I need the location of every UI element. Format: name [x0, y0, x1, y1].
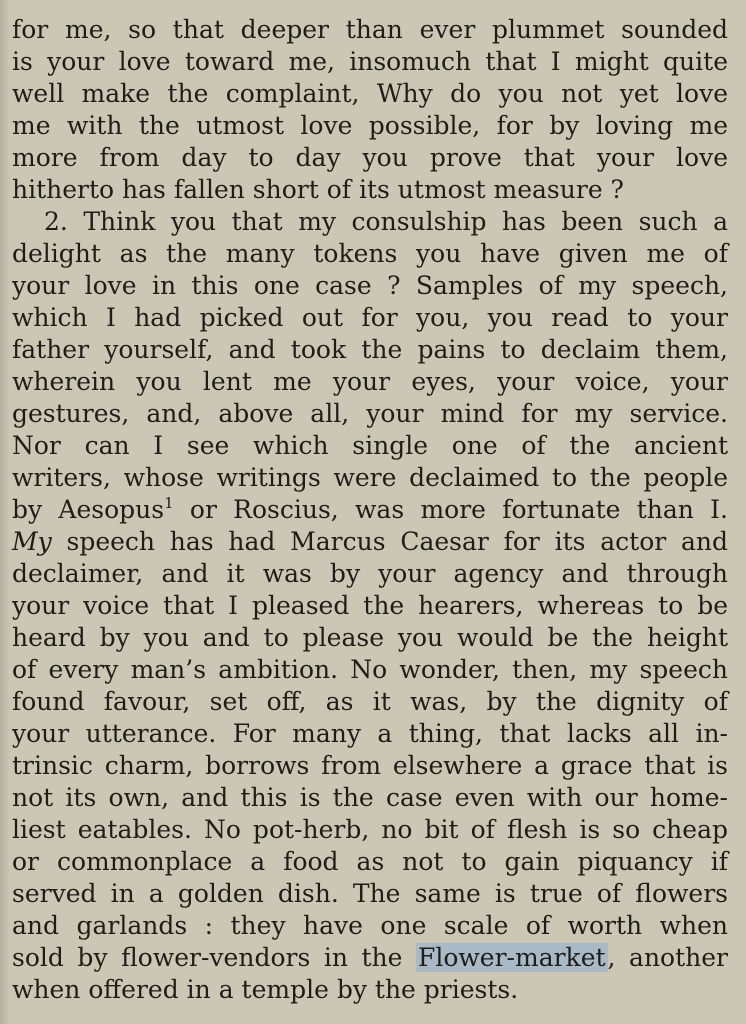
page-gutter-shadow: [0, 0, 10, 1024]
text-line: of every man’s ambition. No wonder, then, my speech: [12, 655, 728, 684]
text-line: when offered in a temple by the priests.: [12, 975, 519, 1004]
text-segment: , another: [607, 943, 728, 972]
text-line: found favour, set off, as it was, by the dignity of: [12, 687, 728, 716]
text-line: is your love toward me, insomuch that I might quite: [12, 47, 728, 76]
text-line: which I had picked out for you, you read to your: [12, 303, 728, 332]
text-segment: speech has had Marcus Caesar for its actor and: [51, 527, 728, 556]
text-line: writers, whose writings were declaimed to the people: [12, 463, 728, 492]
text-line: father yourself, and took the pains to declaim them,: [12, 335, 728, 364]
text-line: [12, 494, 728, 526]
text-line: wherein you lent me your eyes, your voice, your: [12, 367, 728, 396]
footnote-marker[interactable]: 1: [164, 494, 174, 512]
text-line: delight as the many tokens you have given me of: [12, 239, 728, 268]
text-line: for me, so that deeper than ever plummet sounded: [12, 15, 728, 44]
italic-word: My: [12, 527, 52, 556]
text-line: hitherto has fallen short of its utmost measure ?: [12, 175, 624, 204]
text-line: heard by you and to please you would be the height: [12, 623, 728, 652]
text-line: Nor can I see which single one of the ancient: [12, 431, 728, 460]
text-line: your love in this one case ? Samples of my speech,: [12, 271, 728, 300]
text-segment: or Roscius, was more fortunate than I.: [173, 495, 728, 524]
text-segment: sold by flower-vendors in the: [12, 943, 416, 972]
text-line: [12, 942, 728, 974]
text-line: and garlands : they have one scale of worth when: [12, 911, 728, 940]
text-line: me with the utmost love possible, for by loving me: [12, 111, 728, 140]
text-line: trinsic charm, borrows from elsewhere a grace that is: [12, 751, 728, 780]
text-line: well make the complaint, Why do you not yet love: [12, 79, 728, 108]
text-line: 2. Think you that my consulship has been such a: [44, 207, 728, 236]
text-line: served in a golden dish. The same is true of flowers: [12, 879, 728, 908]
text-segment: by Aesopus: [12, 495, 165, 524]
text-line: more from day to day you prove that your love: [12, 143, 728, 172]
text-line: your utterance. For many a thing, that lacks all in-: [12, 719, 728, 748]
text-line: gestures, and, above all, your mind for my service.: [12, 399, 728, 428]
text-line: your voice that I pleased the hearers, whereas to be: [12, 591, 728, 620]
text-line: [12, 526, 728, 558]
highlighted-text[interactable]: Flower-market: [418, 943, 606, 972]
body-text: [12, 14, 728, 1006]
text-line: not its own, and this is the case even with our home-: [12, 783, 728, 812]
text-line: or commonplace a food as not to gain piquancy if: [12, 847, 728, 876]
text-line: liest eatables. No pot-herb, no bit of flesh is so cheap: [12, 815, 728, 844]
text-line: declaimer, and it was by your agency and through: [12, 559, 728, 588]
